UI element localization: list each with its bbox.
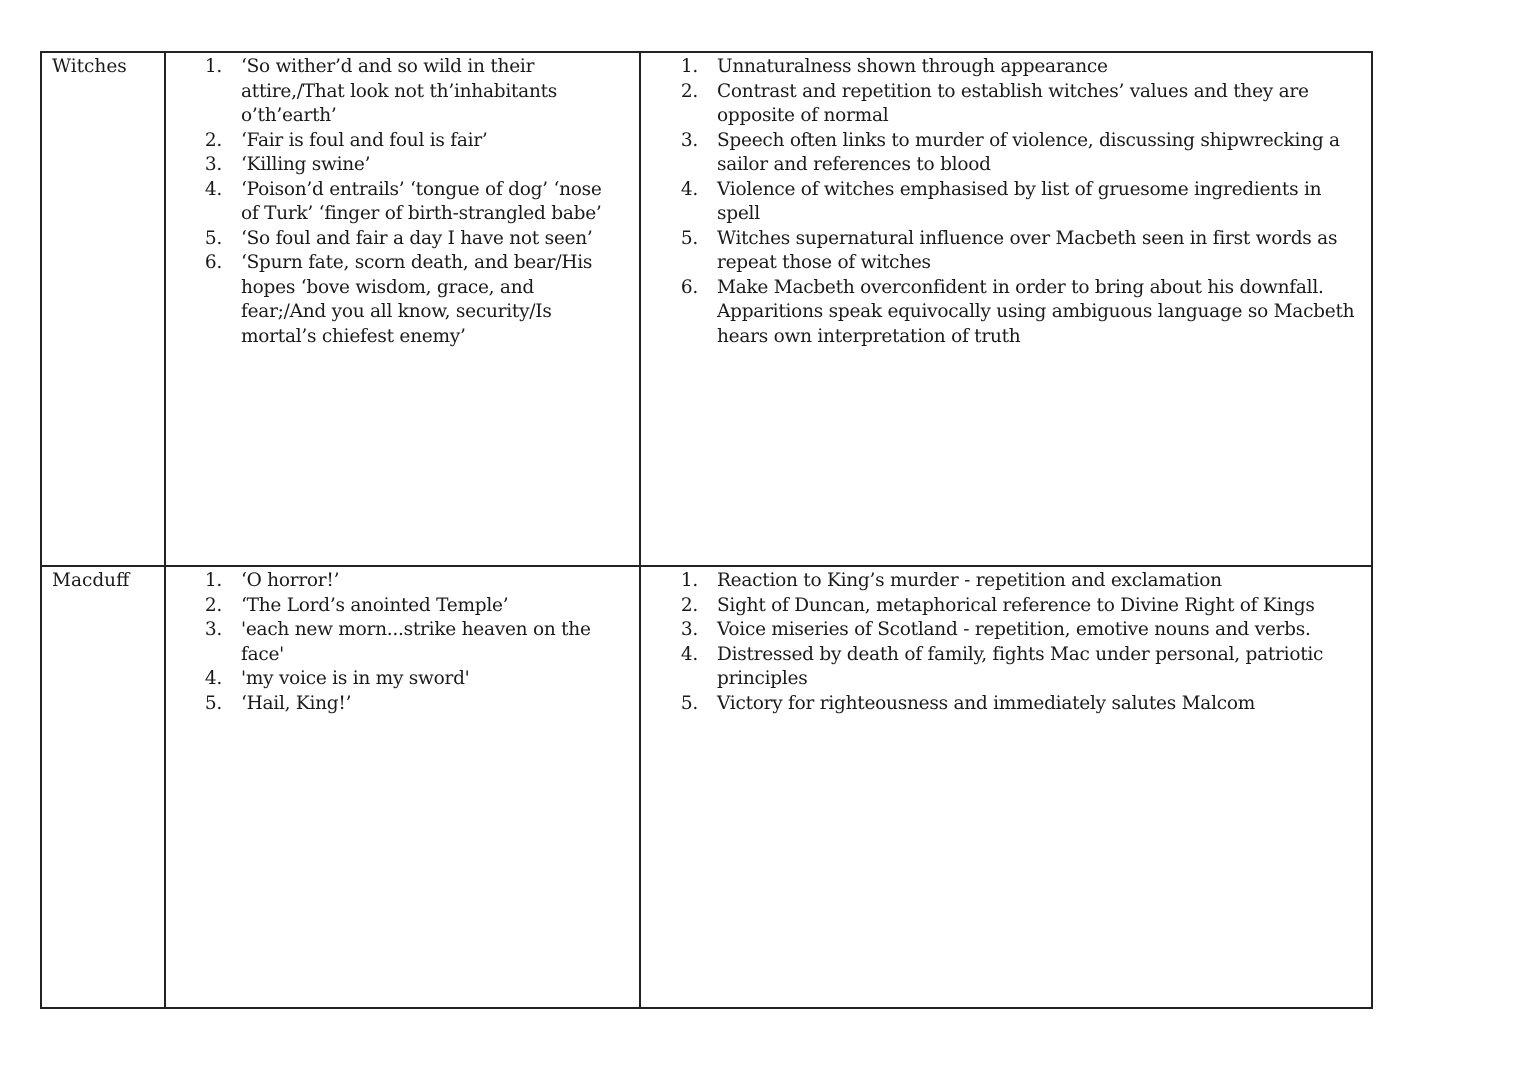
list-item: [641, 80, 1363, 129]
list-item: [641, 569, 1363, 594]
quote-text: 'my voice is in my sword': [241, 668, 470, 689]
analysis-list: [641, 55, 1363, 349]
analysis-text: Make Macbeth overconfident in order to bring about his downfall. Apparitions speak equivocally using ambiguous language so Macbeth hears own interpretation of truth: [717, 276, 1355, 347]
list-item: [166, 251, 631, 349]
item-number: 5.: [204, 692, 222, 714]
item-number: 3.: [680, 619, 698, 640]
list-item: [641, 594, 1363, 619]
quotes-cell: [166, 567, 641, 1007]
item-number: 1.: [204, 56, 222, 77]
list-item: [166, 618, 631, 667]
analysis-cell: [641, 567, 1371, 1007]
item-number: 5.: [680, 692, 698, 714]
list-item: [166, 594, 631, 619]
item-number: 3.: [204, 154, 222, 175]
list-item: [166, 569, 631, 594]
quote-text: ‘So foul and fair a day I have not seen’: [241, 227, 593, 249]
list-item: [641, 129, 1363, 178]
analysis-text: Witches supernatural influence over Macbeth seen in first words as repeat those of witches: [717, 227, 1338, 273]
item-number: 4.: [680, 178, 698, 200]
character-name-cell: [42, 567, 166, 1007]
list-item: [641, 276, 1363, 350]
list-item: [166, 667, 631, 692]
analysis-list: [641, 569, 1363, 716]
list-item: [166, 129, 631, 154]
analysis-text: Sight of Duncan, metaphorical reference to Divine Right of Kings: [717, 594, 1315, 616]
quote-text: ‘Killing swine’: [241, 154, 371, 175]
list-item: [641, 692, 1363, 717]
item-number: 4.: [204, 668, 222, 689]
item-number: 5.: [204, 227, 222, 249]
quote-text: ‘Spurn fate, scorn death, and bear/His hopes ‘bove wisdom, grace, and fear;/And you all know, security/Is mortal’s chiefest enemy’: [241, 252, 593, 347]
item-number: 2.: [204, 129, 222, 151]
item-number: 4.: [204, 178, 222, 200]
list-item: [166, 153, 631, 178]
item-number: 2.: [204, 594, 222, 616]
analysis-text: Voice miseries of Scotland - repetition, emotive nouns and verbs.: [717, 619, 1311, 640]
item-number: 1.: [680, 570, 698, 591]
quote-text: ‘Poison’d entrails’ ‘tongue of dog’ ‘nose of Turk’ ‘finger of birth-strangled babe’: [241, 178, 602, 224]
analysis-text: Speech often links to murder of violence, discussing shipwrecking a sailor and references to blood: [717, 129, 1340, 175]
analysis-text: Reaction to King’s murder - repetition and exclamation: [717, 570, 1222, 591]
item-number: 1.: [680, 56, 698, 77]
quotes-list: [166, 569, 631, 716]
list-item: [641, 55, 1363, 80]
character-name: Witches: [52, 56, 127, 77]
list-item: [641, 178, 1363, 227]
list-item: [641, 643, 1363, 692]
analysis-text: Violence of witches emphasised by list of gruesome ingredients in spell: [717, 178, 1322, 224]
item-number: 5.: [680, 227, 698, 249]
analysis-text: Contrast and repetition to establish witches’ values and they are opposite of normal: [717, 80, 1309, 126]
quote-text: ‘Hail, King!’: [241, 692, 352, 714]
quotes-cell: [166, 53, 641, 567]
item-number: 6.: [204, 252, 222, 273]
character-analysis-table: [40, 51, 1373, 1009]
item-number: 6.: [680, 276, 698, 298]
analysis-text: Unnaturalness shown through appearance: [717, 56, 1108, 77]
list-item: [166, 55, 631, 129]
list-item: [166, 692, 631, 717]
character-name: Macduff: [52, 570, 130, 591]
item-number: 3.: [204, 619, 222, 640]
quote-text: ‘The Lord’s anointed Temple’: [241, 594, 509, 616]
analysis-text: Distressed by death of family, fights Mac under personal, patriotic principles: [717, 643, 1324, 689]
analysis-text: Victory for righteousness and immediately salutes Malcom: [717, 692, 1256, 714]
list-item: [641, 227, 1363, 276]
item-number: 2.: [680, 594, 698, 616]
analysis-cell: [641, 53, 1371, 567]
item-number: 3.: [680, 129, 698, 151]
item-number: 4.: [680, 643, 698, 665]
character-name-cell: [42, 53, 166, 567]
list-item: [166, 227, 631, 252]
list-item: [641, 618, 1363, 643]
quotes-list: [166, 55, 631, 349]
item-number: 2.: [680, 80, 698, 102]
quote-text: ‘O horror!’: [241, 570, 340, 591]
list-item: [166, 178, 631, 227]
quote-text: ‘Fair is foul and foul is fair’: [241, 129, 488, 151]
item-number: 1.: [204, 570, 222, 591]
quote-text: 'each new morn...strike heaven on the face': [241, 619, 591, 665]
quote-text: ‘So wither’d and so wild in their attire,/That look not th’inhabitants o’th’earth’: [241, 56, 558, 126]
